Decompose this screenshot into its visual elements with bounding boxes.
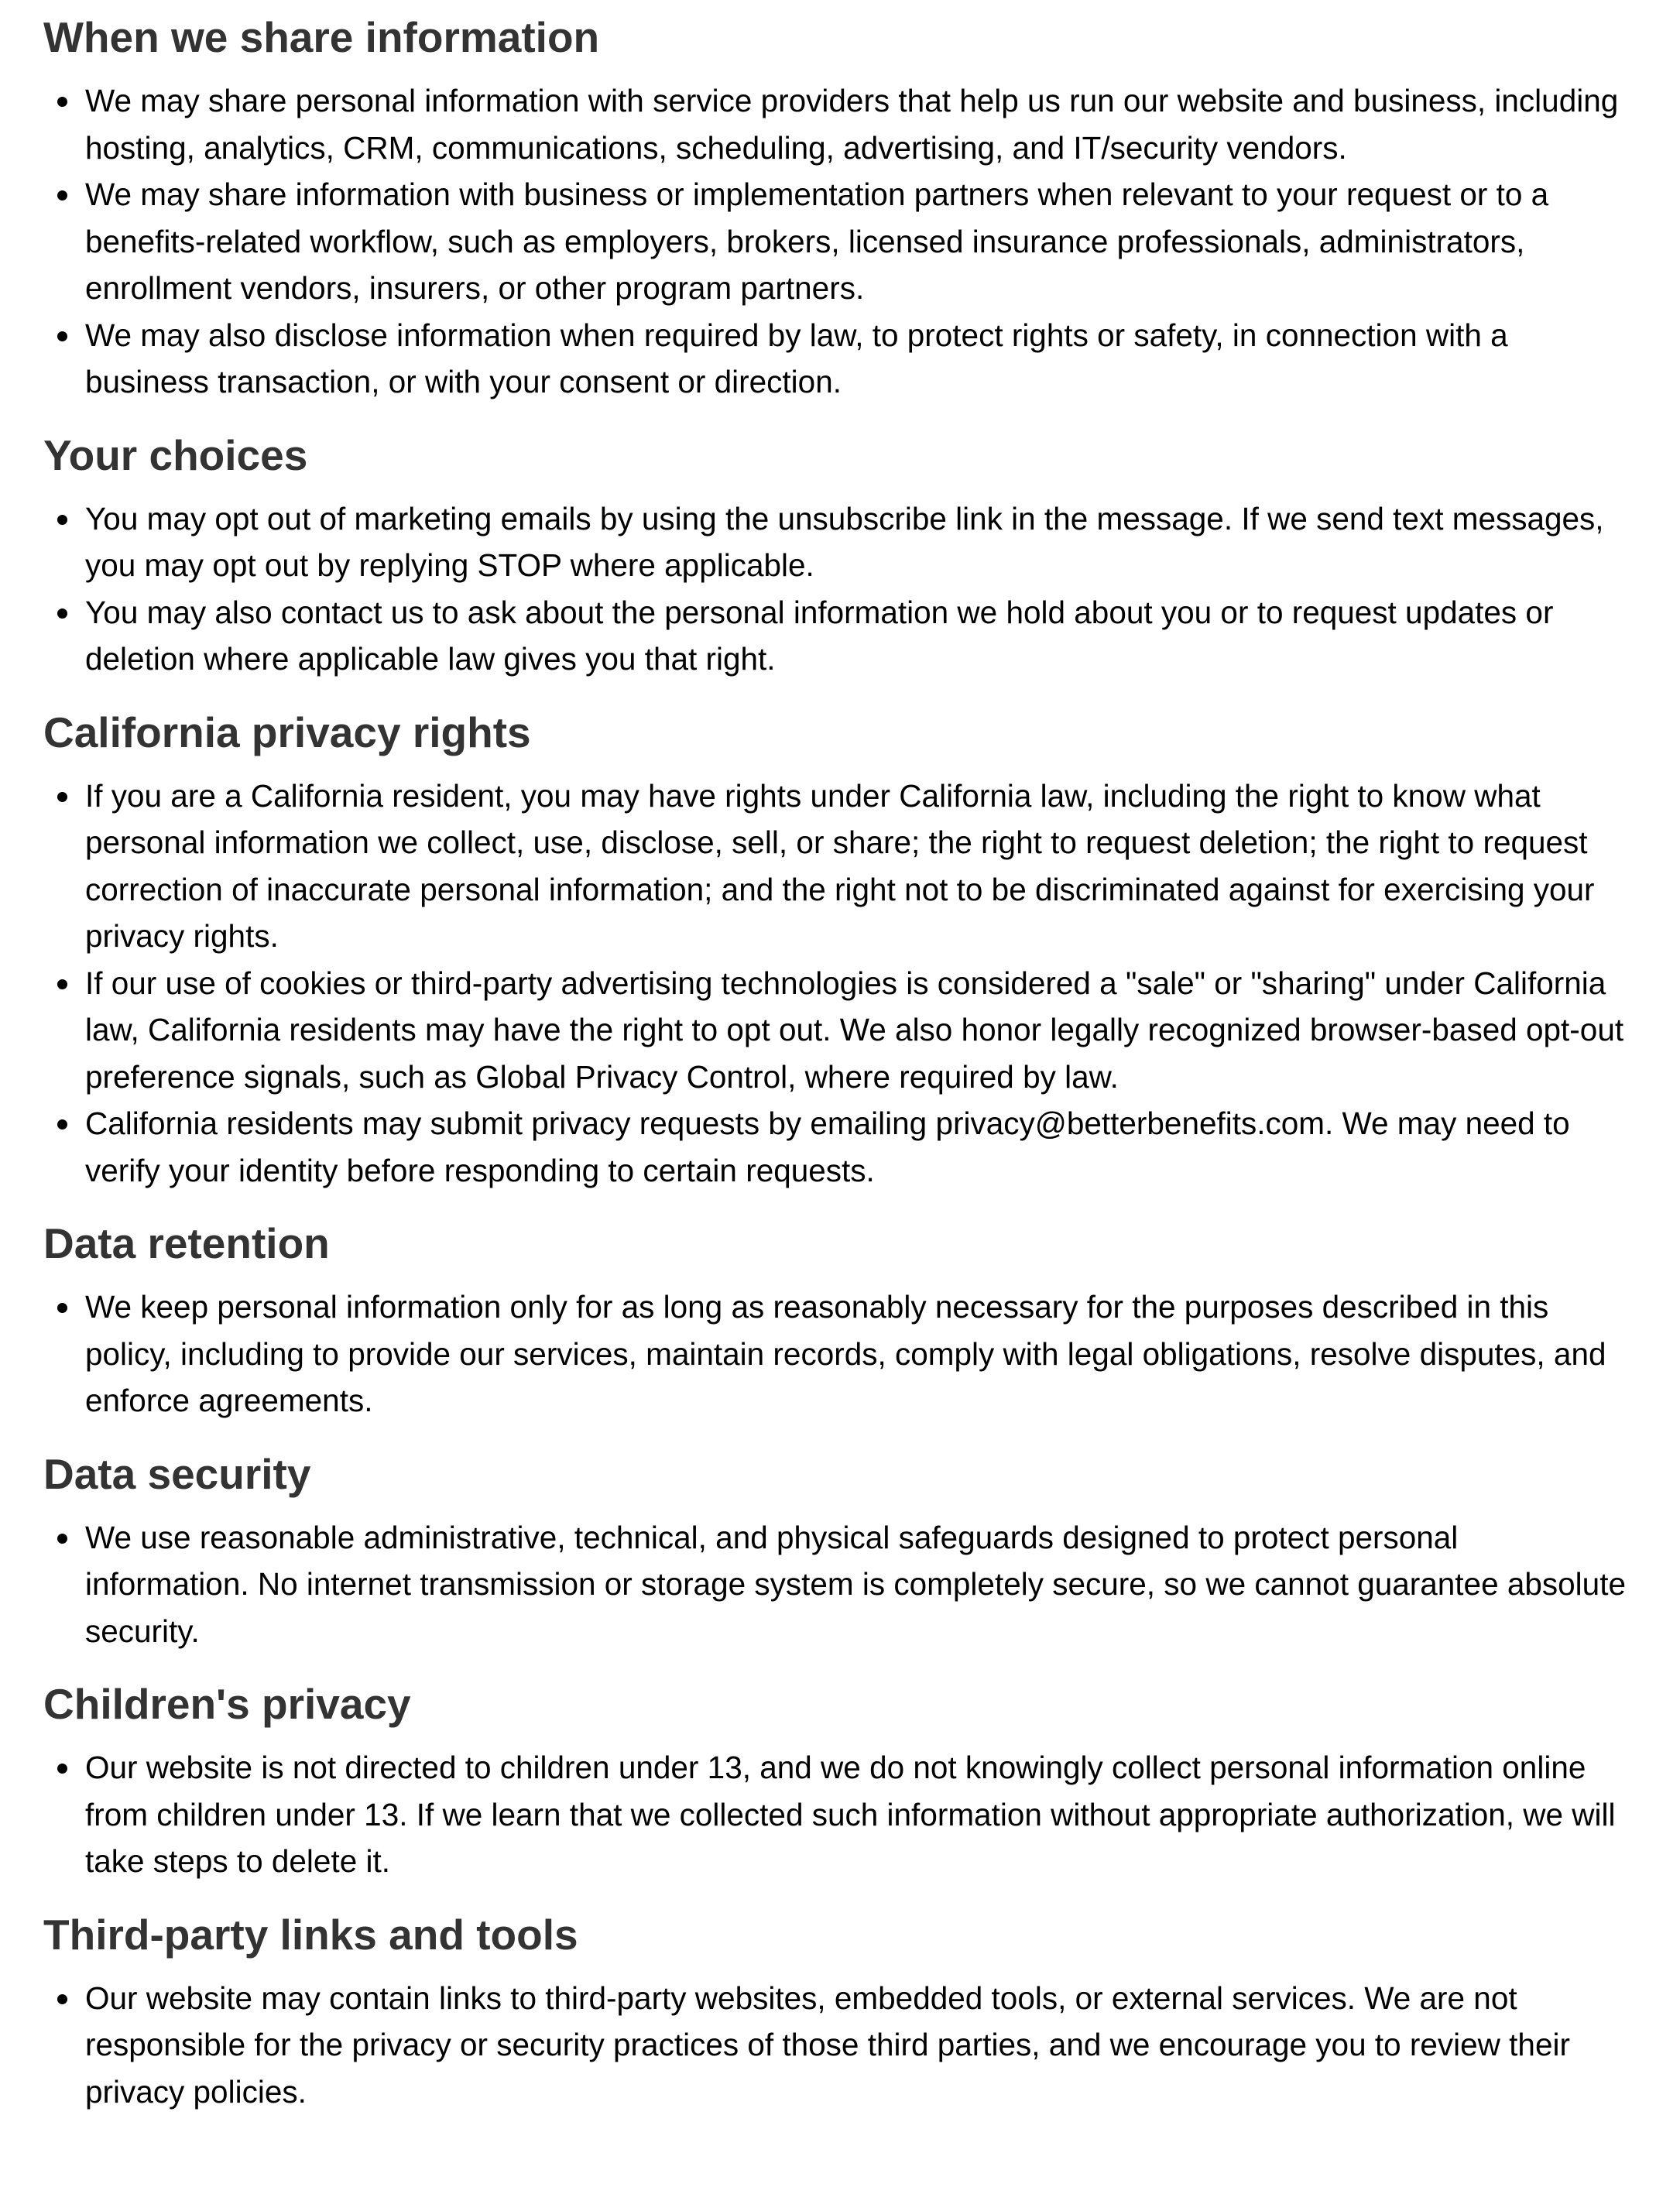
bullet-icon [57,608,67,619]
list-item-text-before-email: California residents may submit privacy requests by emailing [85,1106,936,1141]
bullet-list [43,1975,1638,2116]
bullet-list [43,1744,1638,1885]
bullet-list [43,495,1638,683]
list-item-text: Our website may contain links to third-party websites, embedded tools, or external services. We are not responsible for the privacy or security practices of those third parties, and we encourage you to review their privacy policies. [85,1980,1570,2110]
privacy-email-link[interactable]: privacy@betterbenefits.com [935,1106,1325,1141]
section-heading: Children's privacy [43,1680,411,1728]
bullet-list [43,1514,1638,1655]
section-childrens-privacy [43,1676,1638,1885]
bullet-list [43,77,1638,406]
section-heading: Data retention [43,1219,330,1267]
list-item-text: We may also disclose information when required by law, to protect rights or safety, in connection with a business transaction, or with your consent or direction. [85,317,1508,399]
list-item [85,312,1638,406]
section-data-retention [43,1215,1638,1424]
list-item [85,960,1638,1101]
section-data-security [43,1446,1638,1655]
bullet-icon [57,515,67,525]
list-item-text: If you are a California resident, you may have rights under California law, including the right to know what personal information we collect, use, disclose, sell, or share; the right to request deletion; the right to request correction of inaccurate personal information; and the right not to be discriminated against for exercising your privacy rights. [85,777,1595,954]
list-item-text: You may also contact us to ask about the personal information we hold about you or to request updates or deletion where applicable law gives you that right. [85,594,1554,677]
section-heading: California privacy rights [43,708,531,756]
bullet-icon [57,792,67,802]
bullet-icon [57,331,67,341]
section-sharing [43,9,1638,406]
section-your-choices [43,427,1638,683]
list-item-text: We keep personal information only for as long as reasonably necessary for the purposes described in this policy, including to provide our services, maintain records, comply with legal obligations, resolve disputes, and enforce agreements. [85,1289,1606,1418]
bullet-list [43,1284,1638,1424]
bullet-icon [57,979,67,989]
bullet-icon [57,190,67,201]
list-item [85,171,1638,312]
list-item-text: You may opt out of marketing emails by using the unsubscribe link in the message. If we send text messages, you may opt out by replying STOP where applicable. [85,500,1604,583]
list-item-text-after-email: . We may need to verify your identity before responding to certain requests. [85,1106,1570,1188]
list-item-text: We may share information with business or implementation partners when relevant to your request or to a benefits-related workflow, such as employers, brokers, licensed insurance professionals, administrators, enrollment vendors, insurers, or other program partners. [85,177,1549,306]
list-item [85,1284,1638,1424]
bullet-icon [57,97,67,107]
list-item-text: If our use of cookies or third-party advertising technologies is considered a "sale" or "sharing" under California law, California residents may have the right to opt out. We also honor legally recognized browser-based opt-out preference signals, such as Global Privacy Control, where required by law. [85,965,1624,1095]
section-heading: Your choices [43,430,308,479]
bullet-icon [57,1994,67,2004]
list-item [85,589,1638,683]
section-heading: When we share information [43,13,600,61]
list-item-text: Our website is not directed to children under 13, and we do not knowingly collect personal information online from children under 13. If we learn that we collected such information without appropriate authorization, we will take steps to delete it. [85,1750,1616,1879]
list-item [85,1100,1638,1194]
section-california-privacy-rights [43,704,1638,1195]
section-third-party-links [43,1907,1638,2116]
bullet-icon [57,1119,67,1129]
list-item-text: We use reasonable administrative, technical, and physical safeguards designed to protect personal information. No internet transmission or storage system is completely secure, so we cannot guarantee absolute security. [85,1519,1626,1649]
list-item [85,1514,1638,1655]
bullet-icon [57,1303,67,1313]
list-item [85,773,1638,960]
section-heading: Third-party links and tools [43,1910,578,1959]
list-item [85,495,1638,589]
list-item [85,1744,1638,1885]
bullet-icon [57,1534,67,1544]
section-heading: Data security [43,1449,311,1498]
list-item [85,77,1638,171]
list-item [85,1975,1638,2116]
bullet-list [43,773,1638,1195]
bullet-icon [57,1764,67,1774]
list-item-text: We may share personal information with service providers that help us run our website and business, including hosting, analytics, CRM, communications, scheduling, advertising, and IT/security vendors. [85,83,1619,166]
